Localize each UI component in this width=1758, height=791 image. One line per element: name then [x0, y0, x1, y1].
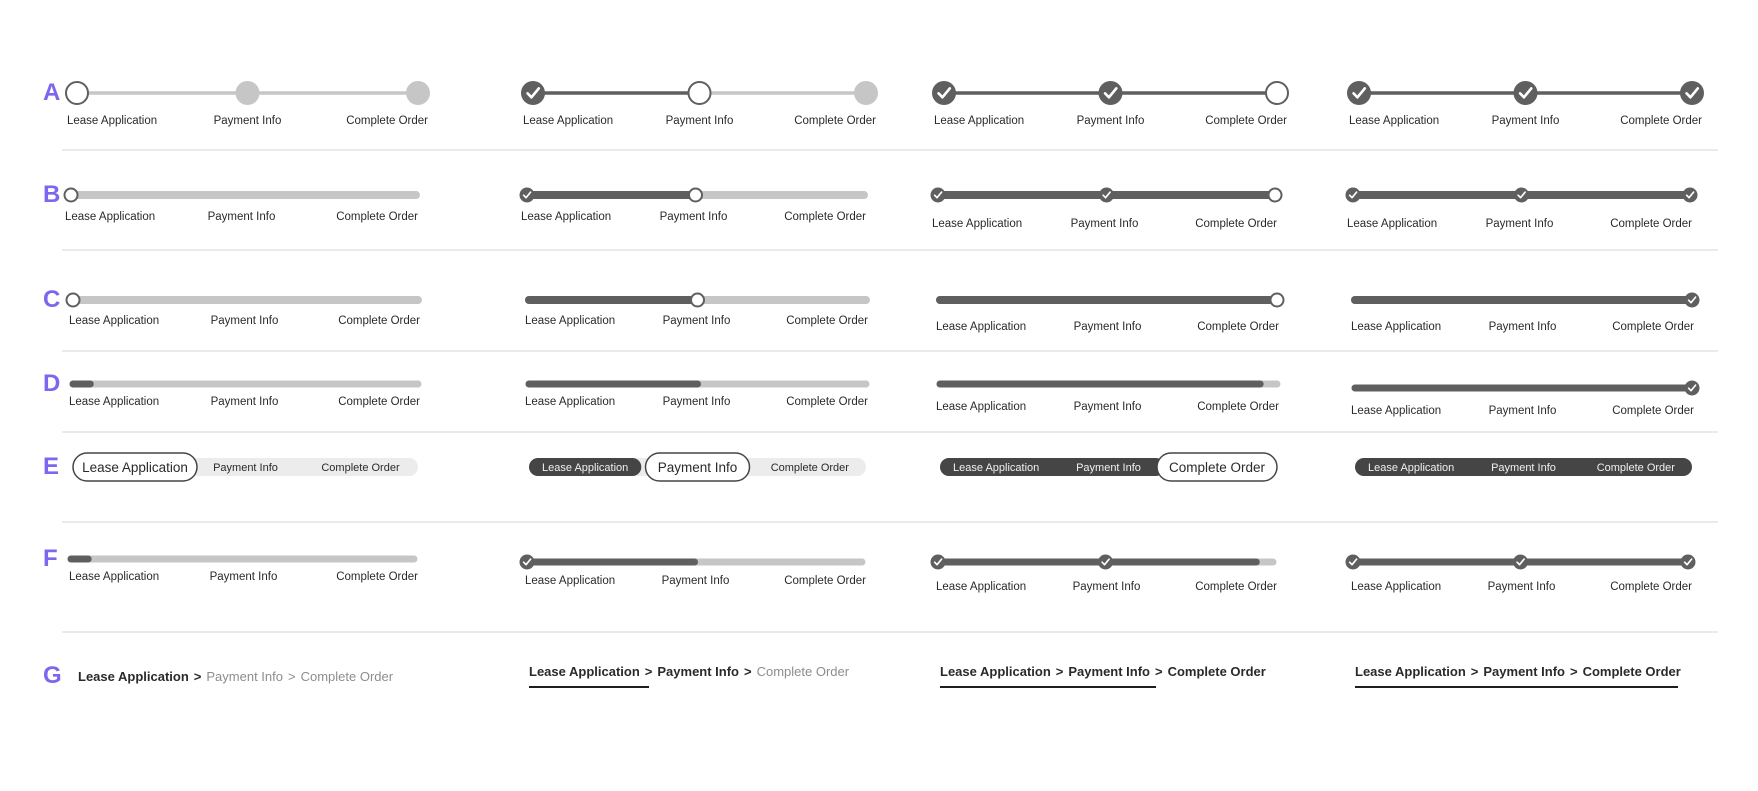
step-label: Lease Application [1351, 405, 1442, 417]
step-label: Payment Info [1073, 321, 1142, 333]
step-label: Payment Info [661, 575, 730, 587]
done-circle [1098, 555, 1113, 570]
pending-circle [854, 81, 878, 105]
step-label: Lease Application [1347, 218, 1438, 230]
step-node-complete-order[interactable] [1681, 555, 1696, 570]
step-label: Payment Info [1487, 581, 1556, 593]
step-label: Complete Order [1195, 581, 1277, 593]
done-circle [1347, 81, 1371, 105]
step-node-payment-info[interactable] [236, 81, 260, 105]
stepper-C-4 [1351, 293, 1700, 334]
done-circle [931, 188, 946, 203]
step-label: Complete Order [1195, 218, 1277, 230]
step-label: Complete Order [786, 396, 868, 408]
step-label: Complete Order [1197, 401, 1279, 413]
stepper-A-1 [66, 81, 430, 127]
stepper-C-1 [67, 294, 421, 328]
stepper-A-4 [1347, 81, 1704, 127]
step-label: Lease Application [69, 396, 160, 408]
breadcrumb-item: Lease Application [529, 664, 640, 679]
stepper-F-2 [520, 555, 867, 588]
step-label: Payment Info [1070, 218, 1139, 230]
step-label: Payment Info [1491, 115, 1560, 127]
step-node-lease-application[interactable] [1346, 555, 1361, 570]
pill-label: Complete Order [321, 462, 400, 474]
stepper-B-4 [1346, 188, 1698, 231]
step-node-complete-order[interactable] [1683, 188, 1698, 203]
step-node-lease-application[interactable] [66, 82, 88, 104]
done-circle [1346, 555, 1361, 570]
stepper-B-1 [65, 189, 419, 224]
step-label: Complete Order [338, 396, 420, 408]
stepper-C-2 [525, 294, 868, 328]
breadcrumb-item: Payment Info [1483, 664, 1565, 679]
done-circle [1346, 188, 1361, 203]
done-circle [521, 81, 545, 105]
done-circle [1514, 188, 1529, 203]
step-node-lease-application[interactable] [65, 189, 78, 202]
step-node-lease-application[interactable] [67, 294, 80, 307]
breadcrumb-separator: > [1470, 664, 1479, 679]
step-label: Payment Info [213, 115, 282, 127]
pill-label: Payment Info [213, 462, 278, 474]
step-label: Lease Application [936, 401, 1027, 413]
step-node-complete-order[interactable] [1271, 294, 1284, 307]
breadcrumb-item: Payment Info [657, 664, 739, 679]
done-circle [520, 188, 535, 203]
current-circle [66, 82, 88, 104]
step-node-complete-order[interactable] [854, 81, 878, 105]
step-label: Lease Application [936, 581, 1027, 593]
step-node-lease-application[interactable] [520, 555, 535, 570]
step-node-complete-order[interactable] [1269, 189, 1282, 202]
breadcrumb-separator: > [744, 664, 752, 679]
done-circle [1680, 81, 1704, 105]
step-label: Complete Order [336, 571, 418, 583]
stepper-D-4 [1351, 381, 1700, 418]
row-letter-e: E [43, 453, 60, 480]
step-node-lease-application[interactable] [521, 81, 545, 105]
stepper-B-2 [520, 188, 867, 224]
pill-label: Complete Order [770, 462, 849, 474]
breadcrumb-item: Lease Application [78, 669, 189, 684]
done-circle [1681, 555, 1696, 570]
step-node-lease-application[interactable] [1346, 188, 1361, 203]
step-label: Lease Application [525, 315, 616, 327]
step-label: Lease Application [65, 211, 156, 223]
current-circle [1271, 294, 1284, 307]
stepper-F-4 [1346, 555, 1696, 594]
stepper-E-4[interactable] [1355, 458, 1692, 476]
step-node-complete-order[interactable] [1685, 381, 1700, 396]
step-label: Lease Application [69, 315, 160, 327]
step-node-payment-info[interactable] [1513, 555, 1528, 570]
breadcrumb-2[interactable] [529, 664, 850, 687]
step-node-complete-order[interactable] [1685, 293, 1700, 308]
current-circle [689, 189, 702, 202]
stepper-B-3 [931, 188, 1282, 231]
step-label: Payment Info [210, 396, 279, 408]
stepper-D-3 [936, 384, 1279, 413]
done-circle [1099, 81, 1123, 105]
current-circle [65, 189, 78, 202]
breadcrumb-item: Complete Order [300, 669, 394, 684]
step-node-payment-info[interactable] [689, 189, 702, 202]
step-node-payment-info[interactable] [1098, 555, 1113, 570]
step-label: Complete Order [784, 211, 866, 223]
pill-label: Lease Application [1368, 462, 1455, 474]
breadcrumb-separator: > [644, 664, 653, 679]
step-label: Complete Order [1612, 405, 1694, 417]
pill-label-current: Payment Info [657, 460, 738, 475]
step-label: Payment Info [659, 211, 728, 223]
step-node-payment-info[interactable] [1514, 81, 1538, 105]
step-label: Lease Application [932, 218, 1023, 230]
breadcrumb-1[interactable] [78, 669, 394, 684]
stepper-F-1 [69, 559, 418, 583]
step-label: Payment Info [1488, 321, 1557, 333]
step-label: Payment Info [210, 315, 279, 327]
pill-label-current: Lease Application [82, 460, 188, 475]
step-label: Payment Info [1076, 115, 1145, 127]
stepper-F-3 [931, 555, 1278, 594]
pill-label: Payment Info [1491, 462, 1556, 474]
step-node-lease-application[interactable] [520, 188, 535, 203]
step-node-lease-application[interactable] [931, 555, 946, 570]
stepper-D-1 [69, 384, 420, 408]
row-letter-a: A [43, 79, 61, 106]
step-label: Lease Application [521, 211, 612, 223]
step-label: Payment Info [665, 115, 734, 127]
current-circle [1266, 82, 1288, 104]
breadcrumb-item: Complete Order [1582, 664, 1681, 679]
pill-label: Lease Application [953, 462, 1040, 474]
breadcrumb-item: Payment Info [206, 669, 283, 684]
breadcrumb-3[interactable] [940, 664, 1266, 687]
step-label: Lease Application [936, 321, 1027, 333]
step-node-complete-order[interactable] [1680, 81, 1704, 105]
step-label: Complete Order [1205, 115, 1287, 127]
step-label: Complete Order [794, 115, 876, 127]
breadcrumb-separator: > [1055, 664, 1064, 679]
step-label: Lease Application [523, 115, 614, 127]
current-circle [1269, 189, 1282, 202]
pending-circle [406, 81, 430, 105]
row-letter-d: D [43, 370, 61, 397]
pill-label: Payment Info [1076, 462, 1141, 474]
row-letter-b: B [43, 181, 61, 208]
step-node-payment-info[interactable] [1514, 188, 1529, 203]
done-circle [1513, 555, 1528, 570]
step-label: Lease Application [1351, 321, 1442, 333]
pill-label-current: Complete Order [1168, 460, 1266, 475]
pending-circle [236, 81, 260, 105]
done-circle [1685, 381, 1700, 396]
step-label: Payment Info [207, 211, 276, 223]
step-node-lease-application[interactable] [931, 188, 946, 203]
breadcrumb-separator: > [1155, 664, 1163, 679]
step-label: Payment Info [1485, 218, 1554, 230]
done-circle [931, 555, 946, 570]
step-node-payment-info[interactable] [691, 294, 704, 307]
breadcrumb-separator: > [287, 669, 296, 684]
pill-label: Lease Application [542, 462, 629, 474]
step-label: Payment Info [1073, 401, 1142, 413]
step-label: Complete Order [346, 115, 428, 127]
step-label: Complete Order [1612, 321, 1694, 333]
breadcrumb-item: Payment Info [1068, 664, 1150, 679]
row-letter-g: G [43, 662, 62, 689]
stepper-E-1[interactable] [73, 453, 418, 481]
breadcrumb-item: Lease Application [1355, 664, 1466, 679]
step-label: Lease Application [69, 571, 160, 583]
step-node-lease-application[interactable] [1347, 81, 1371, 105]
done-circle [1685, 293, 1700, 308]
stepper-A-2 [521, 81, 878, 127]
step-label: Complete Order [1620, 115, 1702, 127]
step-label: Payment Info [1488, 405, 1557, 417]
step-node-payment-info[interactable] [1099, 188, 1114, 203]
breadcrumb-item: Lease Application [940, 664, 1051, 679]
step-label: Lease Application [934, 115, 1025, 127]
done-circle [932, 81, 956, 105]
done-circle [520, 555, 535, 570]
stepper-E-2[interactable] [529, 453, 866, 481]
done-circle [1514, 81, 1538, 105]
current-circle [691, 294, 704, 307]
step-label: Payment Info [1072, 581, 1141, 593]
step-label: Complete Order [1610, 218, 1692, 230]
step-label: Lease Application [525, 396, 616, 408]
step-label: Complete Order [1610, 581, 1692, 593]
step-node-lease-application[interactable] [932, 81, 956, 105]
breadcrumb-item: Complete Order [756, 664, 850, 679]
step-label: Payment Info [209, 571, 278, 583]
current-circle [689, 82, 711, 104]
breadcrumb-separator: > [1570, 664, 1578, 679]
step-label: Lease Application [67, 115, 158, 127]
breadcrumb-separator: > [193, 669, 202, 684]
step-node-complete-order[interactable] [1266, 82, 1288, 104]
step-label: Payment Info [662, 396, 731, 408]
stepper-D-2 [525, 384, 868, 408]
row-letter-c: C [43, 286, 61, 313]
done-circle [1683, 188, 1698, 203]
step-label: Lease Application [525, 575, 616, 587]
current-circle [67, 294, 80, 307]
stepper-E-3[interactable] [940, 453, 1277, 481]
step-label: Payment Info [662, 315, 731, 327]
pill-label: Complete Order [1596, 462, 1675, 474]
row-letter-f: F [43, 545, 58, 572]
step-label: Lease Application [1351, 581, 1442, 593]
stepper-C-3 [936, 294, 1284, 334]
step-label: Complete Order [338, 315, 420, 327]
step-node-complete-order[interactable] [406, 81, 430, 105]
step-label: Complete Order [784, 575, 866, 587]
step-label: Lease Application [1349, 115, 1440, 127]
step-label: Complete Order [786, 315, 868, 327]
step-label: Complete Order [336, 211, 418, 223]
stepper-A-3 [932, 81, 1288, 127]
breadcrumb-item: Complete Order [1167, 664, 1266, 679]
step-node-payment-info[interactable] [1099, 81, 1123, 105]
breadcrumb-4[interactable] [1355, 664, 1681, 687]
step-label: Complete Order [1197, 321, 1279, 333]
done-circle [1099, 188, 1114, 203]
step-node-payment-info[interactable] [689, 82, 711, 104]
